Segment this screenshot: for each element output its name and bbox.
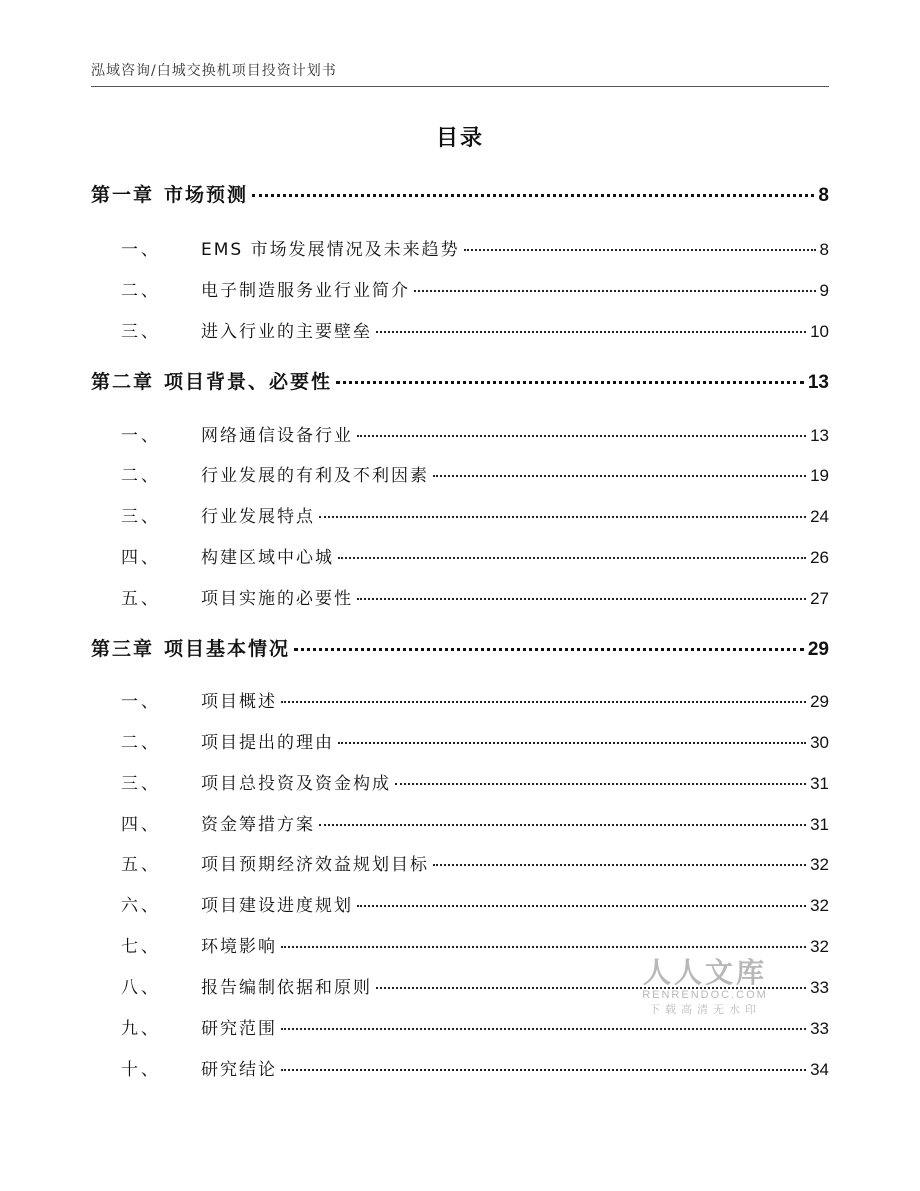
toc-entry-page: 31 (810, 815, 829, 834)
toc-entry-title: 构建区域中心城 (201, 548, 334, 568)
dot-leader (336, 381, 804, 384)
dot-leader (414, 290, 816, 292)
toc-entry-title: 项目基本情况 (164, 638, 291, 660)
dot-leader (281, 946, 806, 948)
toc-entry-section[interactable] (91, 584, 829, 609)
toc-entry-page: 32 (810, 896, 829, 915)
toc-entry-section[interactable] (91, 973, 829, 998)
toc-entry-section[interactable] (91, 687, 829, 712)
toc-entry-page: 27 (810, 589, 829, 608)
watermark-logo: 人人文库 (642, 957, 767, 988)
dot-leader (281, 701, 806, 703)
toc-entry-section[interactable] (91, 317, 829, 342)
toc-entry-number: 五、 (121, 589, 161, 609)
toc-entry-title: 项目预期经济效益规划目标 (201, 855, 429, 875)
toc-entry-section[interactable] (91, 461, 829, 486)
toc-entry-number: 四、 (121, 815, 161, 835)
toc-entry-page: 31 (810, 774, 829, 793)
toc-entry-number: 六、 (121, 896, 161, 916)
toc-entry-title: EMS 市场发展情况及未来趋势 (201, 240, 460, 260)
toc-entry-page: 8 (819, 240, 829, 259)
toc-entry-title: 项目建设进度规划 (201, 896, 353, 916)
dot-leader (464, 249, 816, 251)
toc-entry-title: 项目实施的必要性 (201, 589, 353, 609)
toc-entry-number: 一、 (121, 426, 161, 446)
dot-leader (376, 331, 806, 333)
toc-entry-number: 九、 (121, 1019, 161, 1039)
toc-entry-title: 资金筹措方案 (201, 815, 315, 835)
toc-entry-title: 网络通信设备行业 (201, 426, 353, 446)
toc-entry-title: 项目总投资及资金构成 (201, 774, 391, 794)
dot-leader (357, 598, 806, 600)
toc-entry-number: 十、 (121, 1060, 161, 1080)
toc-entry-chapter[interactable] (91, 634, 829, 661)
toc-entry-title: 进入行业的主要壁垒 (201, 322, 372, 342)
toc-entry-section[interactable] (91, 502, 829, 527)
toc-entry-page: 32 (810, 855, 829, 874)
toc-entry-page: 24 (810, 507, 829, 526)
toc-entry-page: 13 (810, 426, 829, 445)
toc-entry-title: 市场预测 (164, 184, 249, 206)
toc-entry-page: 33 (810, 1019, 829, 1038)
dot-leader (433, 864, 806, 866)
toc-entry-page: 13 (807, 372, 829, 393)
toc-entry-title: 行业发展的有利及不利因素 (201, 466, 429, 486)
watermark-tagline: 下载高清无水印 (649, 1004, 761, 1016)
running-header: 泓域咨询/白城交换机项目投资计划书 (91, 63, 337, 79)
toc-entry-page: 34 (810, 1060, 829, 1079)
toc-entry-section[interactable] (91, 769, 829, 794)
header-divider (91, 86, 829, 87)
toc-entry-title: 项目提出的理由 (201, 733, 334, 753)
toc-entry-number: 三、 (121, 774, 161, 794)
dot-leader (433, 475, 806, 477)
toc-entry-page: 32 (810, 937, 829, 956)
toc-entry-page: 10 (810, 322, 829, 341)
toc-entry-section[interactable] (91, 850, 829, 875)
toc-entry-title: 项目背景、必要性 (164, 371, 333, 393)
toc-entry-title: 电子制造服务业行业简介 (201, 281, 410, 301)
dot-leader (252, 194, 814, 197)
dot-leader (338, 557, 806, 559)
toc-entry-number: 一、 (121, 692, 161, 712)
toc-entry-title: 研究范围 (201, 1019, 277, 1039)
dot-leader (395, 783, 806, 785)
toc-entry-title: 项目概述 (201, 692, 277, 712)
toc-entry-section[interactable] (91, 421, 829, 446)
toc-entry-number: 第一章 (91, 184, 155, 206)
toc-entry-page: 8 (818, 185, 829, 206)
toc-entry-section[interactable] (91, 932, 829, 957)
dot-leader (281, 1069, 806, 1071)
toc-entry-page: 33 (810, 978, 829, 997)
dot-leader (357, 905, 806, 907)
watermark-url: RENRENDOC.COM (642, 989, 768, 1001)
toc-entry-section[interactable] (91, 543, 829, 568)
toc-entry-title: 环境影响 (201, 937, 277, 957)
dot-leader (357, 435, 806, 437)
toc-entry-section[interactable] (91, 1014, 829, 1039)
dot-leader (376, 987, 806, 989)
dot-leader (281, 1028, 806, 1030)
toc-entry-page: 26 (810, 548, 829, 567)
toc-entry-chapter[interactable] (91, 367, 829, 394)
dot-leader (338, 742, 806, 744)
dot-leader (319, 824, 806, 826)
dot-leader (294, 648, 804, 651)
toc-entry-section[interactable] (91, 728, 829, 753)
toc-entry-section[interactable] (91, 235, 829, 260)
toc-entry-title: 行业发展特点 (201, 507, 315, 527)
toc-entry-page: 30 (810, 733, 829, 752)
toc-entry-page: 9 (819, 281, 829, 300)
toc-entry-section[interactable] (91, 1055, 829, 1080)
toc-entry-number: 五、 (121, 855, 161, 875)
toc-entry-title: 报告编制依据和原则 (201, 978, 372, 998)
toc-entry-number: 四、 (121, 548, 161, 568)
toc-entry-number: 第二章 (91, 371, 155, 393)
toc-entry-section[interactable] (91, 810, 829, 835)
toc-entry-page: 19 (810, 466, 829, 485)
dot-leader (319, 516, 806, 518)
toc-entry-number: 二、 (121, 466, 161, 486)
toc-entry-number: 八、 (121, 978, 161, 998)
toc-entry-page: 29 (807, 639, 829, 660)
toc-entry-number: 二、 (121, 733, 161, 753)
toc-entry-number: 一、 (121, 240, 161, 260)
toc-entry-number: 三、 (121, 322, 161, 342)
toc-entry-page: 29 (810, 692, 829, 711)
toc-entry-chapter[interactable] (91, 180, 829, 207)
toc-title: 目录 (435, 126, 484, 151)
toc-entry-section[interactable] (91, 891, 829, 916)
toc-entry-number: 第三章 (91, 638, 155, 660)
toc-entry-number: 七、 (121, 937, 161, 957)
toc-entry-number: 二、 (121, 281, 161, 301)
toc-entry-title: 研究结论 (201, 1060, 277, 1080)
toc-entry-section[interactable] (91, 276, 829, 301)
toc-entry-number: 三、 (121, 507, 161, 527)
